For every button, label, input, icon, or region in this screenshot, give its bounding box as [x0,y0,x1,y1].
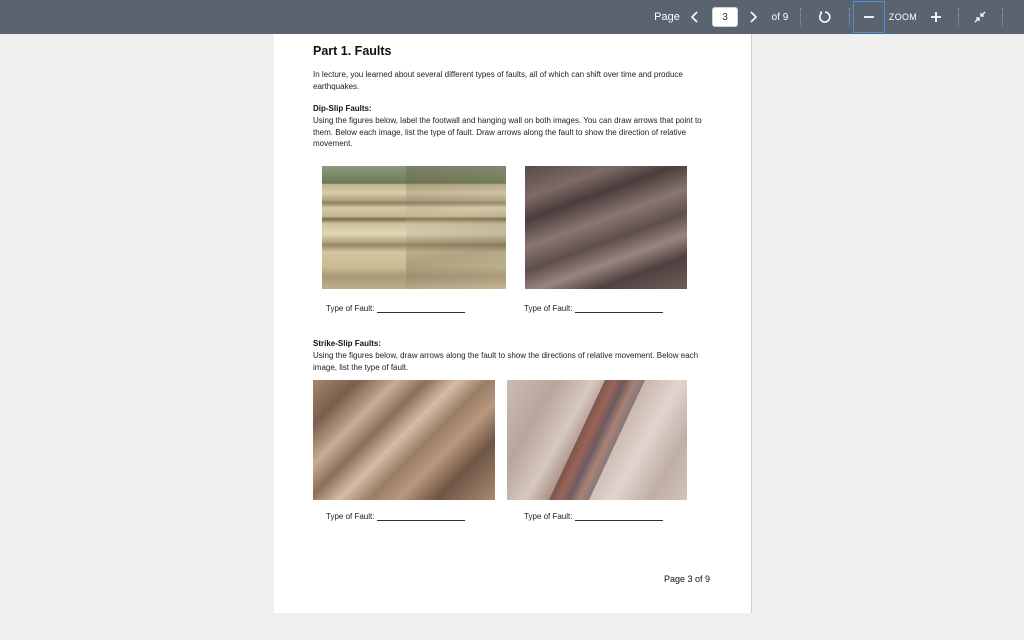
toolbar-divider [958,8,959,26]
strike-slip-instructions: Using the figures below, draw arrows along the fault to show the directions of relative movement. Below each image, list the type of fault. [313,351,699,372]
answer-blank [377,305,465,313]
chevron-right-icon [748,11,758,23]
page-title: Part 1. Faults [313,44,392,58]
strike-slip-photo-1 [313,380,495,500]
toolbar-divider [849,8,850,26]
intro-paragraph: In lecture, you learned about several different types of faults, all of which can shift over time and produce earthquakes. [313,70,683,91]
collapse-button[interactable] [967,0,993,34]
answer-blank [377,513,465,521]
toolbar-divider [800,8,801,26]
fault-type-line [524,512,663,521]
page-count: of 9 [771,11,789,23]
rotate-button[interactable] [812,0,838,34]
fault-type-line [326,512,465,521]
strike-slip-photo-2 [507,380,687,500]
strike-slip-heading: Strike-Slip Faults: [313,339,382,348]
viewer-toolbar [0,0,1024,34]
rotate-icon [818,10,832,24]
page-number-input[interactable] [712,7,738,27]
fault-type-label: Type of Fault: [524,512,573,521]
zoom-label: ZOOM [888,12,918,22]
dip-slip-photo-2 [525,166,687,289]
answer-blank [575,305,663,313]
fault-type-label: Type of Fault: [326,512,375,521]
chevron-left-icon [690,11,700,23]
dip-slip-instructions: Using the figures below, label the footwall and hanging wall on both images. You can draw arrows that point to them. Below each image, list the type of fault. Draw arrows along the fault to show the direction of relative movement. [313,116,702,149]
zoom-out-button[interactable] [853,1,885,33]
next-page-button[interactable] [744,0,762,34]
page-label: Page [654,11,680,23]
toolbar-divider [1002,8,1003,26]
page-number-footer: Page 3 of 9 [664,574,711,584]
answer-blank [575,513,663,521]
zoom-in-button[interactable] [924,0,948,34]
plus-icon [930,11,942,23]
fault-type-line [326,304,465,313]
previous-page-button[interactable] [686,0,704,34]
minus-icon [863,11,875,23]
dip-slip-heading: Dip-Slip Faults: [313,104,372,113]
fault-type-label: Type of Fault: [326,304,375,313]
fault-type-line [524,304,663,313]
dip-slip-photo-1 [322,166,506,289]
collapse-icon [974,11,986,23]
fault-type-label: Type of Fault: [524,304,573,313]
document-page [274,34,752,613]
